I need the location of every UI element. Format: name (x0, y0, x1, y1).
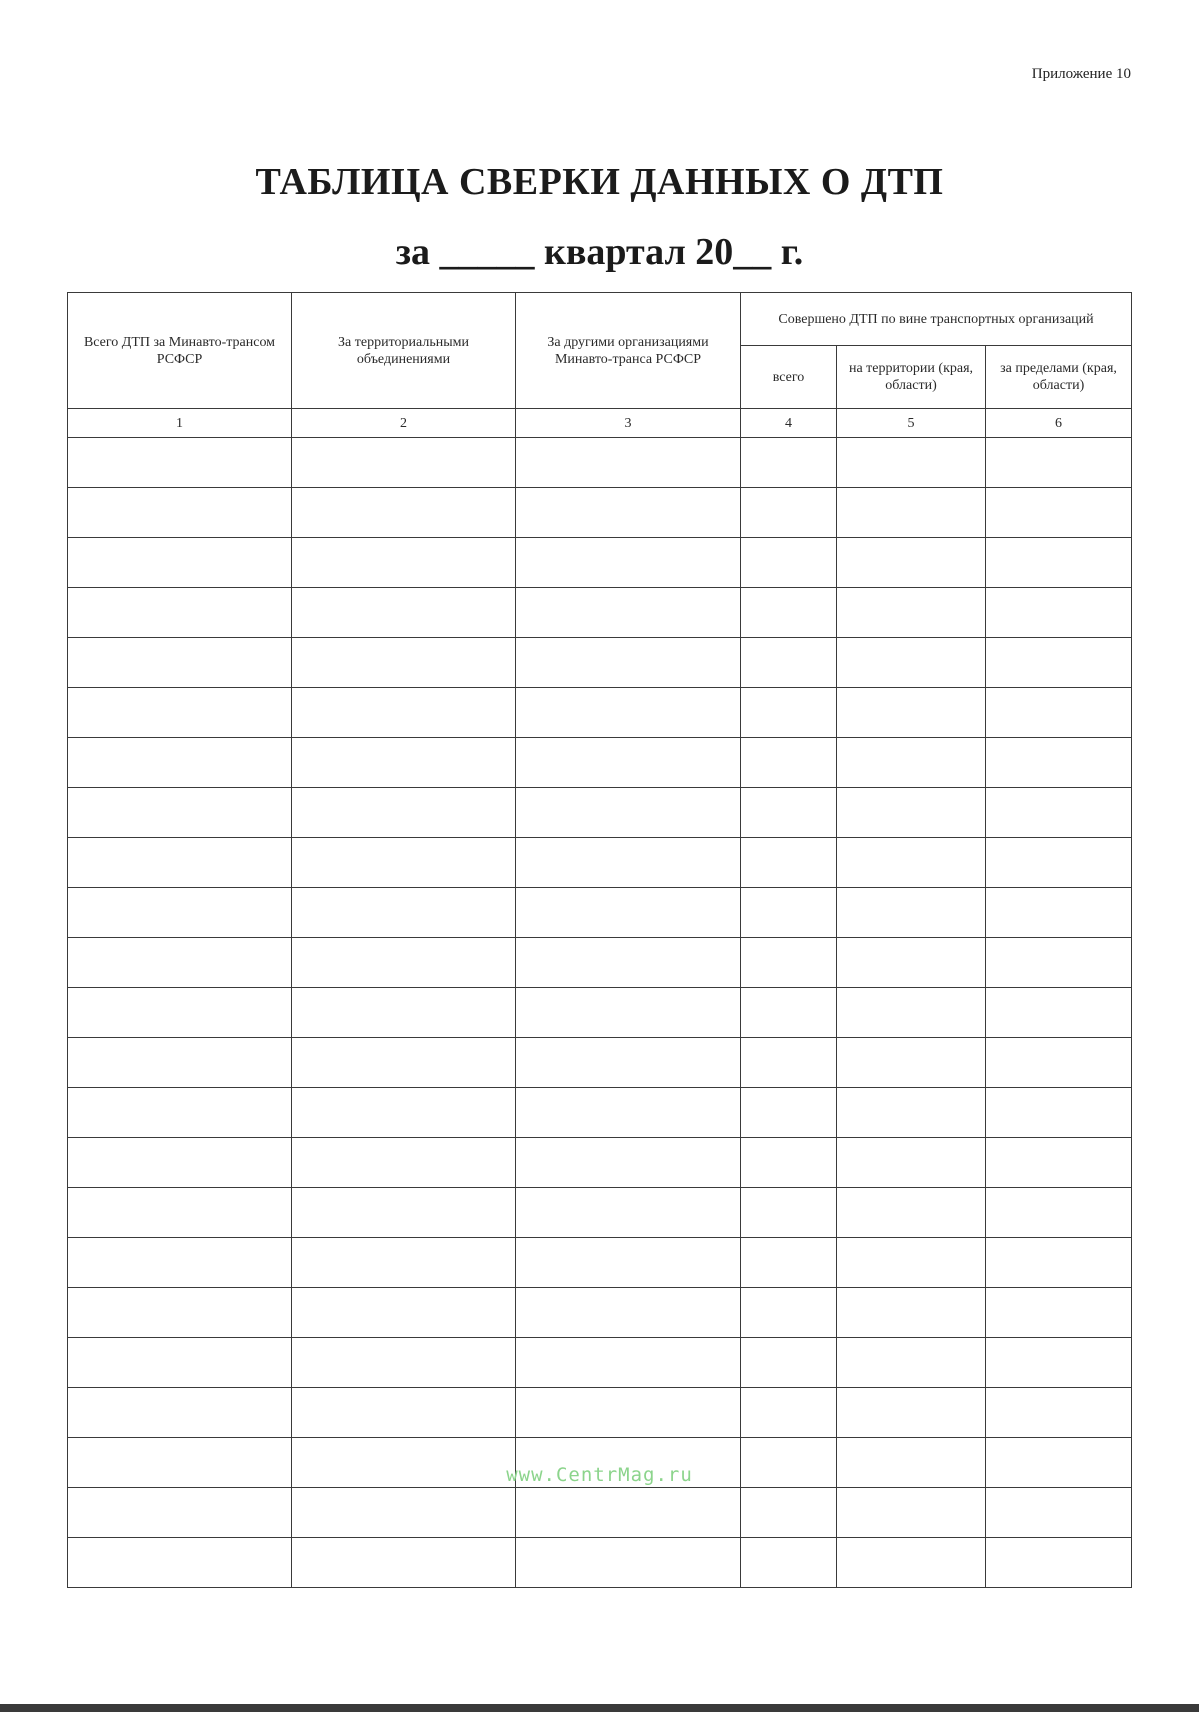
table-cell[interactable] (837, 1538, 986, 1588)
table-cell[interactable] (292, 888, 516, 938)
table-cell[interactable] (986, 838, 1132, 888)
table-row (68, 738, 1132, 788)
table-cell[interactable] (741, 538, 837, 588)
table-cell[interactable] (516, 588, 741, 638)
table-cell[interactable] (68, 1338, 292, 1388)
table-cell[interactable] (292, 738, 516, 788)
table-cell[interactable] (516, 1488, 741, 1538)
table-cell[interactable] (837, 1488, 986, 1538)
table-cell[interactable] (741, 1488, 837, 1538)
table-cell[interactable] (986, 1038, 1132, 1088)
table-row (68, 1538, 1132, 1588)
table-row (68, 1088, 1132, 1138)
table-cell[interactable] (292, 488, 516, 538)
header-other-orgs: За другими организациями Минавто-транса РСФСР (516, 293, 741, 409)
table-cell[interactable] (986, 788, 1132, 838)
table-cell[interactable] (292, 438, 516, 488)
table-cell[interactable] (837, 1188, 986, 1238)
column-number: 3 (516, 409, 741, 438)
table-row (68, 1338, 1132, 1388)
table-cell[interactable] (741, 1038, 837, 1088)
table-cell[interactable] (741, 988, 837, 1038)
table-cell[interactable] (68, 888, 292, 938)
header-territorial: За территориальными объединениями (292, 293, 516, 409)
table-cell[interactable] (837, 588, 986, 638)
table-cell[interactable] (837, 488, 986, 538)
table-cell[interactable] (292, 588, 516, 638)
table-cell[interactable] (292, 1538, 516, 1588)
table-cell[interactable] (741, 688, 837, 738)
table-cell[interactable] (837, 638, 986, 688)
reconciliation-table (67, 292, 1132, 1588)
table-cell[interactable] (837, 738, 986, 788)
table-cell[interactable] (986, 1338, 1132, 1388)
table-cell[interactable] (68, 1138, 292, 1188)
table-cell[interactable] (516, 488, 741, 538)
table-cell[interactable] (68, 738, 292, 788)
table-cell[interactable] (741, 1338, 837, 1388)
table-cell[interactable] (68, 688, 292, 738)
table-row (68, 1188, 1132, 1238)
table-cell[interactable] (68, 1038, 292, 1088)
table-cell[interactable] (292, 1088, 516, 1138)
table-cell[interactable] (837, 888, 986, 938)
column-number: 4 (741, 409, 837, 438)
table-cell[interactable] (741, 1388, 837, 1438)
table-cell[interactable] (516, 438, 741, 488)
table-cell[interactable] (986, 1388, 1132, 1438)
table-row (68, 688, 1132, 738)
table-body (68, 438, 1132, 1588)
table-cell[interactable] (986, 988, 1132, 1038)
table-cell[interactable] (837, 988, 986, 1038)
table-cell[interactable] (516, 538, 741, 588)
table-cell[interactable] (741, 1238, 837, 1288)
table-cell[interactable] (986, 1288, 1132, 1338)
table-row (68, 488, 1132, 538)
table-cell[interactable] (292, 1138, 516, 1188)
table-cell[interactable] (986, 438, 1132, 488)
table-cell[interactable] (516, 1038, 741, 1088)
table-cell[interactable] (68, 1538, 292, 1588)
table-cell[interactable] (68, 488, 292, 538)
page-bottom-border (0, 1704, 1199, 1712)
table-cell[interactable] (741, 738, 837, 788)
table-cell[interactable] (986, 688, 1132, 738)
table-cell[interactable] (68, 1288, 292, 1338)
table-cell[interactable] (741, 838, 837, 888)
table-row (68, 1238, 1132, 1288)
table-cell[interactable] (986, 1088, 1132, 1138)
table-cell[interactable] (68, 1238, 292, 1288)
table-cell[interactable] (68, 838, 292, 888)
table-cell[interactable] (837, 938, 986, 988)
table-row (68, 988, 1132, 1038)
table-cell[interactable] (837, 538, 986, 588)
table-cell[interactable] (516, 1138, 741, 1188)
table-cell[interactable] (516, 1088, 741, 1138)
table-cell[interactable] (292, 988, 516, 1038)
table-row (68, 838, 1132, 888)
table-cell[interactable] (837, 1388, 986, 1438)
table-cell[interactable] (516, 638, 741, 688)
table-row (68, 1288, 1132, 1338)
header-total-dtp: Всего ДТП за Минавто-трансом РСФСР (68, 293, 292, 409)
header-outside: за пределами (края, области) (986, 346, 1132, 409)
table-cell[interactable] (741, 1288, 837, 1338)
table-cell[interactable] (741, 438, 837, 488)
table-row (68, 888, 1132, 938)
document-subtitle: за _____ квартал 20__ г. (395, 231, 804, 273)
table-row (68, 588, 1132, 638)
table-row (68, 638, 1132, 688)
table-cell[interactable] (68, 438, 292, 488)
table-cell[interactable] (986, 1188, 1132, 1238)
header-on-territory: на территории (края, области) (837, 346, 986, 409)
table-cell[interactable] (516, 1238, 741, 1288)
table-cell[interactable] (741, 1088, 837, 1138)
table-cell[interactable] (837, 1238, 986, 1288)
column-number: 1 (68, 409, 292, 438)
table-cell[interactable] (741, 488, 837, 538)
table-cell[interactable] (837, 1338, 986, 1388)
table-cell[interactable] (516, 988, 741, 1038)
table-cell[interactable] (837, 838, 986, 888)
table-cell[interactable] (292, 538, 516, 588)
table-row (68, 1038, 1132, 1088)
table-cell[interactable] (68, 988, 292, 1038)
table-cell[interactable] (837, 1088, 986, 1138)
table-cell[interactable] (986, 588, 1132, 638)
table-cell[interactable] (68, 1188, 292, 1238)
table-cell[interactable] (986, 1138, 1132, 1188)
table-cell[interactable] (292, 1288, 516, 1338)
table-cell[interactable] (516, 788, 741, 838)
table-cell[interactable] (986, 1538, 1132, 1588)
column-number: 6 (986, 409, 1132, 438)
table-row (68, 1388, 1132, 1438)
table-cell[interactable] (68, 938, 292, 988)
table-cell[interactable] (292, 938, 516, 988)
table-cell[interactable] (68, 1088, 292, 1138)
header-total: всего (741, 346, 837, 409)
table-cell[interactable] (741, 638, 837, 688)
column-number: 5 (837, 409, 986, 438)
table-cell[interactable] (986, 738, 1132, 788)
table-cell[interactable] (741, 1538, 837, 1588)
table-cell[interactable] (516, 1188, 741, 1238)
table-cell[interactable] (292, 1038, 516, 1088)
table-cell[interactable] (837, 688, 986, 738)
table-cell[interactable] (516, 888, 741, 938)
table-cell[interactable] (292, 1188, 516, 1238)
table-row (68, 538, 1132, 588)
table-cell[interactable] (741, 1188, 837, 1238)
table-cell[interactable] (741, 788, 837, 838)
table-row (68, 938, 1132, 988)
table-row (68, 1138, 1132, 1188)
table-cell[interactable] (516, 1288, 741, 1338)
table-cell[interactable] (986, 538, 1132, 588)
table-cell[interactable] (68, 788, 292, 838)
table-cell[interactable] (986, 1238, 1132, 1288)
header-group-committed: Совершено ДТП по вине транспортных организаций (741, 293, 1132, 346)
table-cell[interactable] (516, 938, 741, 988)
document-title: ТАБЛИЦА СВЕРКИ ДАННЫХ О ДТП (255, 161, 944, 203)
table-cell[interactable] (516, 838, 741, 888)
table-cell[interactable] (68, 588, 292, 638)
table-cell[interactable] (68, 538, 292, 588)
table-cell[interactable] (516, 738, 741, 788)
table-cell[interactable] (837, 788, 986, 838)
table-cell[interactable] (292, 1488, 516, 1538)
table-cell[interactable] (986, 938, 1132, 988)
table-cell[interactable] (292, 1388, 516, 1438)
table-cell[interactable] (516, 1338, 741, 1388)
table-row (68, 1488, 1132, 1538)
table-cell[interactable] (516, 1388, 741, 1438)
table-cell[interactable] (741, 1138, 837, 1188)
table-cell[interactable] (837, 438, 986, 488)
table-cell[interactable] (837, 1138, 986, 1188)
table-cell[interactable] (292, 1338, 516, 1388)
table-cell[interactable] (68, 638, 292, 688)
column-number: 2 (292, 409, 516, 438)
table-cell[interactable] (741, 588, 837, 638)
table-cell[interactable] (68, 1488, 292, 1538)
table-cell[interactable] (68, 1388, 292, 1438)
table-cell[interactable] (292, 638, 516, 688)
table-cell[interactable] (741, 938, 837, 988)
table-cell[interactable] (292, 688, 516, 738)
table-cell[interactable] (986, 488, 1132, 538)
table-cell[interactable] (986, 638, 1132, 688)
table-cell[interactable] (292, 1238, 516, 1288)
table-cell[interactable] (516, 1538, 741, 1588)
table-cell[interactable] (516, 688, 741, 738)
table-cell[interactable] (292, 838, 516, 888)
table-cell[interactable] (837, 1288, 986, 1338)
table-cell[interactable] (986, 1488, 1132, 1538)
table-cell[interactable] (837, 1038, 986, 1088)
table-row (68, 788, 1132, 838)
appendix-label: Приложение 10 (1031, 66, 1131, 82)
column-number-row (68, 409, 1132, 438)
table-cell[interactable] (741, 888, 837, 938)
table-cell[interactable] (292, 788, 516, 838)
table-cell[interactable] (986, 888, 1132, 938)
table-row (68, 438, 1132, 488)
watermark: www.CentrMag.ru (506, 1464, 693, 1486)
